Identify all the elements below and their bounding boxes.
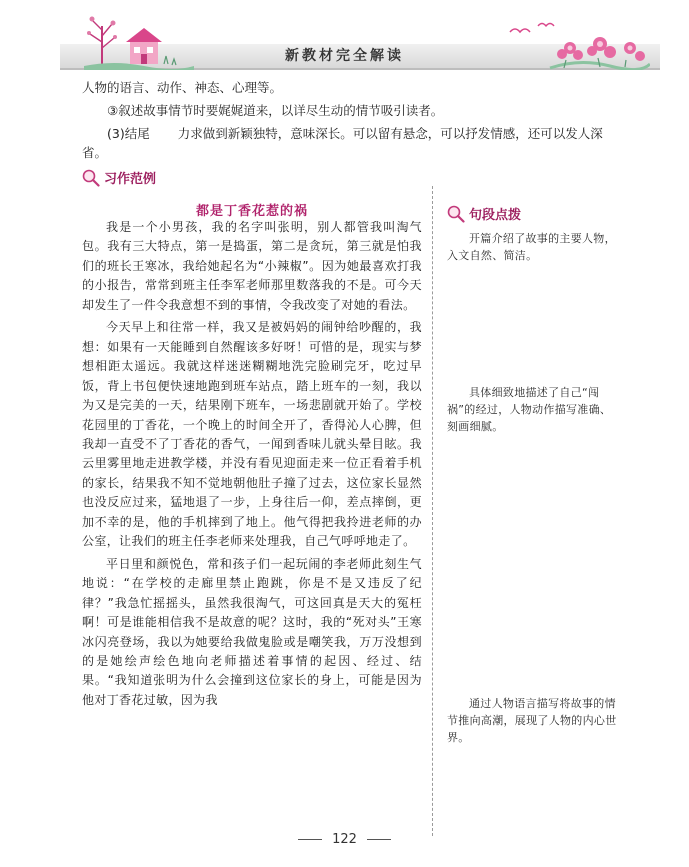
- intro-text: [82, 78, 616, 162]
- essay-title: 都是丁香花惹的祸: [195, 204, 308, 219]
- notes-label-text: 句段点拨: [469, 208, 522, 223]
- magnifier-icon: [82, 169, 100, 187]
- side-note-2: 具体细致地描述了自己“闯祸”的经过，人物动作描写准确、刻画细腻。: [447, 386, 612, 433]
- section-label-notes: [447, 204, 521, 223]
- magnifier-icon: [447, 205, 465, 223]
- essay-paragraph: 今天早上和往常一样，我又是被妈妈的闹钟给吵醒的，我想：如果有一天能睡到自然醒该多好呀！可惜的是，现实与梦想相距太遥远。我就这样迷迷糊糊地洗完脸刷完牙，吃过早饭，背上书包便快速地跑到班车站点，踏上班车的一刻，我以为又是完美的一天，结果刚下班车，一场悲剧就开始了。学校花园里的丁香花，一个晚上的时间全开了，香得沁人心脾，但我却一直受不了丁香花的香气，一闻到香味儿就头晕目眩。我云里雾里地走进教学楼，并没有看见迎面走来一位正看着手机的家长，结果我不知不觉地朝他肚子撞了过去，这位家长显然也没反应过来，猛地退了一步，上身往后一仰，差点摔倒，更加不幸的是，他的手机摔到了地上。他气得把我拎进老师的办公室，让我们的班主任李老师来处理我，自己气呼呼地走了。: [82, 320, 422, 549]
- intro-line-1: 人物的语言、动作、神态、心理等。: [82, 80, 283, 95]
- ending-label: (3)结尾: [107, 126, 150, 141]
- essay-paragraph: 我是一个小男孩，我的名字叫张明，别人都管我叫淘气包。我有三大特点，第一是捣蛋，第二是贪玩，第三就是怕我们的班长王寒冰，我给她起名为“小辣椒”。因为她最喜欢打我的小报告，常常到班主任李军老师那里数落我的不是。可今天却发生了一件令我意想不到的事情，令我改变了对她的看法。: [82, 220, 422, 312]
- section-label-examples: [82, 168, 156, 187]
- side-note-3: 通过人物语言描写将故事的情节推向高潮，展现了人物的内心世界。: [447, 697, 617, 744]
- ending-text: 力求做到新颖独特，意味深长。可以留有悬念，可以抒发情感，还可以发人深省。: [82, 126, 603, 160]
- section-label-text: 习作范例: [104, 172, 157, 187]
- side-note-1: 开篇介绍了故事的主要人物，入文自然、简洁。: [447, 232, 616, 262]
- intro-item-3: ③叙述故事情节时要娓娓道来，以详尽生动的情节吸引读者。: [107, 103, 444, 118]
- column-divider: [432, 186, 433, 836]
- intro-ending: [82, 124, 616, 162]
- essay-body: [82, 218, 422, 713]
- page-number-text: 122: [332, 832, 357, 847]
- page-number-dash-right: [367, 839, 391, 840]
- page-number: [0, 832, 689, 847]
- header-title: 新教材完全解读: [285, 48, 404, 64]
- essay-paragraph: 平日里和颜悦色，常和孩子们一起玩闹的李老师此刻生气地说：“在学校的走廊里禁止跑跳，你是不是又违反了纪律？”我急忙摇摇头，虽然我很淘气，可这回真是天大的冤枉啊！可是谁能相信我不是故意的呢？这时，我的“死对头”王寒冰闪亮登场，我以为她要给我做鬼脸或是嘲笑我，万万没想到的是她绘声绘色地向老师描述着事情的起因、经过、结果。“我知道张明为什么会撞到这位家长的身上，可能是因为他对丁香花过敏，因为我: [82, 556, 422, 707]
- page-number-dash-left: [298, 839, 322, 840]
- page-header: [0, 0, 689, 78]
